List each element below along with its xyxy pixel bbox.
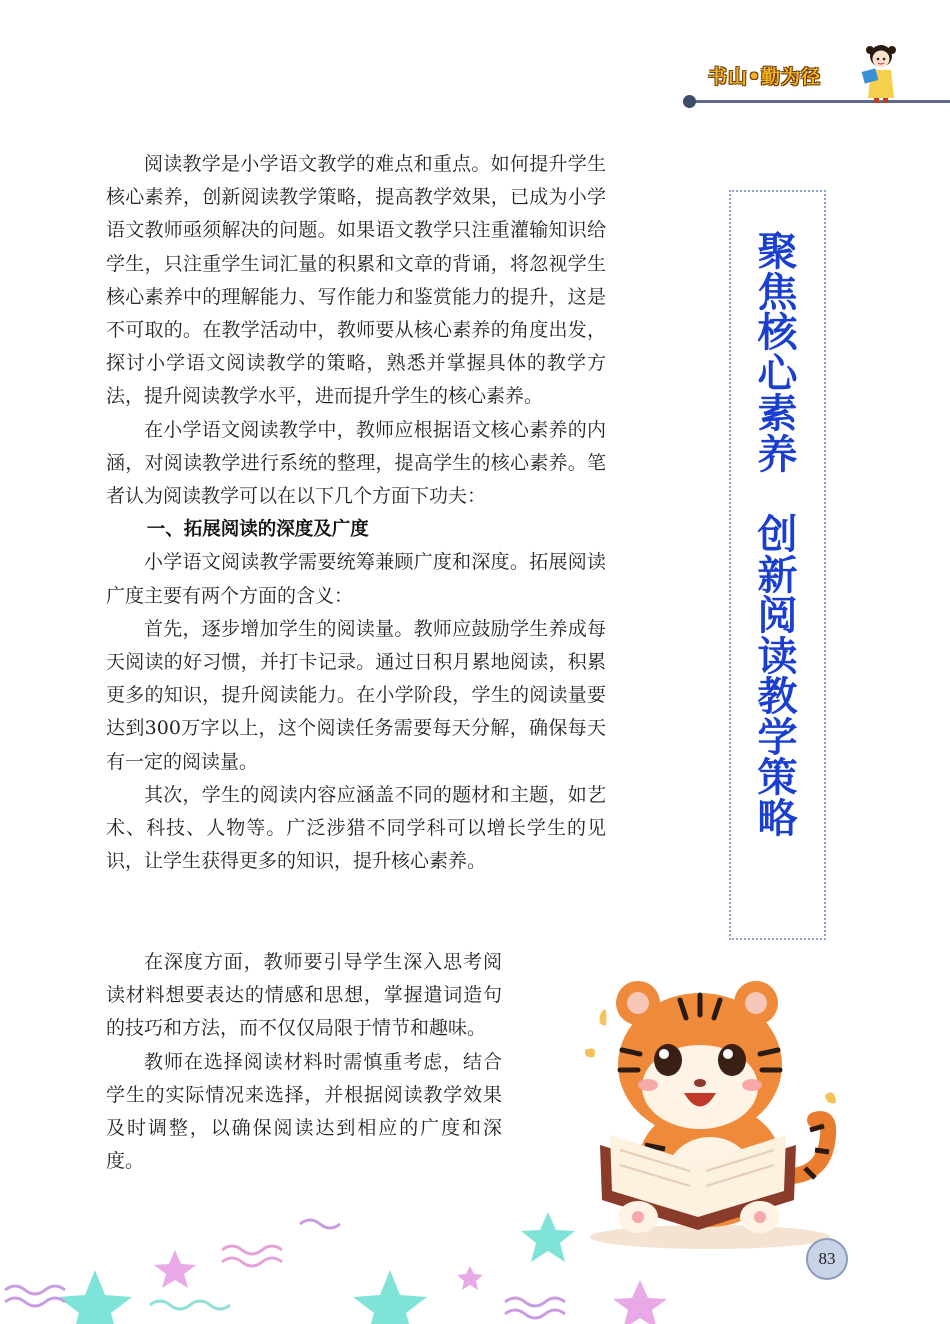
- article-body-narrow: [106, 946, 502, 1178]
- wave-icon: [505, 1298, 565, 1306]
- title-char: 核: [757, 310, 798, 356]
- paragraph: 首先，逐步增加学生的阅读量。教师应鼓励学生养成每天阅读的好习惯，并打卡记录。通过日积月累地阅读，积累更多的知识，提升阅读能力。在小学阶段，学生的阅读量要达到300万字以上，这个阅读任务需要每天分解，确保每天有一定的阅读量。: [106, 617, 606, 773]
- girl-reading-icon: [858, 40, 904, 104]
- wave-icon: [222, 1246, 282, 1254]
- wave-icon: [150, 1301, 230, 1309]
- title-char: 略: [757, 795, 798, 842]
- header-rule: [690, 100, 950, 103]
- title-char: 教: [757, 674, 798, 720]
- header-dot: [683, 95, 696, 108]
- wave-icon: [5, 1286, 65, 1294]
- article-title: [729, 229, 826, 842]
- title-char: 创: [757, 512, 798, 558]
- title-char: 读: [757, 633, 798, 680]
- title-char: 新: [757, 552, 798, 599]
- wave-icon: [222, 1258, 282, 1266]
- paragraph: 在小学语文阅读教学中，教师应根据语文核心素养的内涵，对阅读教学进行系统的整理，提高学生的核心素养。笔者认为阅读教学可以在以下几个方面下功夫：: [106, 418, 606, 508]
- paragraph: 阅读教学是小学语文教学的难点和重点。如何提升学生核心素养，创新阅读教学策略，提高教学效果，已成为小学语文教师亟须解决的问题。如果语文教学只注重灌输知识给学生，只注重学生词汇量的积累和文章的背诵，将忽视学生核心素养中的理解能力、写作能力和鉴赏能力的提升，这是不可取的。在教学活动中，教师要从核心素养的角度出发，探讨小学语文阅读教学的策略，熟悉并掌握具体的教学方法，提升阅读教学水平，进而提升学生的核心素养。: [106, 153, 606, 408]
- star-icon: [457, 1266, 483, 1290]
- wave-icon: [505, 1310, 565, 1318]
- wave-icon: [5, 1298, 65, 1306]
- article-body: [106, 148, 606, 878]
- wave-icon: [300, 1220, 340, 1228]
- star-icon: [521, 1212, 575, 1262]
- title-char: 素: [757, 391, 798, 437]
- title-char: 焦: [757, 269, 798, 316]
- paragraph: 小学语文阅读教学需要统筹兼顾广度和深度。拓展阅读广度主要有两个方面的含义：: [106, 551, 606, 607]
- paragraph: 其次，学生的阅读内容应涵盖不同的题材和主题，如艺术、科技、人物等。广泛涉猎不同学科可以增长学生的见识，让学生获得更多的知识，提升核心素养。: [106, 783, 606, 873]
- paragraph: 教师在选择阅读材料时需慎重考虑，结合学生的实际情况来选择，并根据阅读教学效果及时调整，以确保阅读达到相应的广度和深度。: [106, 1050, 502, 1173]
- star-icon: [58, 1270, 132, 1324]
- title-char: 聚: [757, 229, 798, 275]
- star-icon: [613, 1280, 667, 1324]
- page-number: 83: [806, 1238, 848, 1280]
- star-icon: [154, 1250, 196, 1288]
- title-char: 养: [757, 431, 798, 478]
- star-icon: [353, 1270, 427, 1324]
- section-heading: 一、拓展阅读的深度及广度: [146, 519, 369, 541]
- paragraph: 在深度方面，教师要引导学生深入思考阅读材料想要表达的情感和思想，掌握遣词造句的技巧和方法，而不仅仅局限于情节和趣味。: [106, 951, 502, 1040]
- title-char: 学: [757, 714, 798, 761]
- title-char: 心: [757, 350, 798, 397]
- title-char: 策: [757, 755, 798, 801]
- header-brand: 书山•勤为径: [708, 66, 822, 88]
- title-char: 阅: [757, 593, 798, 639]
